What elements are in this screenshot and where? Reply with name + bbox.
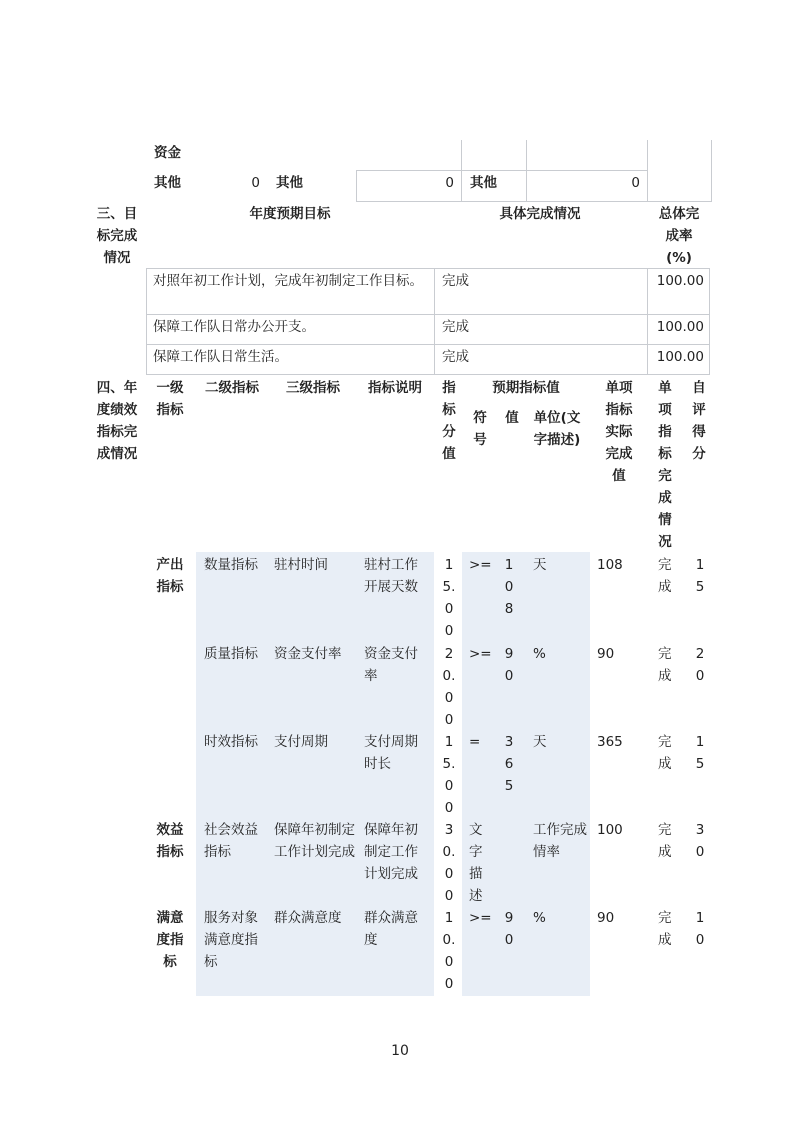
goal-row-3: 保障工作队日常生活。: [153, 349, 288, 365]
row5-symbol: >=: [469, 910, 492, 926]
section3-header-rate: 总体完成率(%): [658, 206, 700, 266]
row1-actual: 108: [597, 557, 623, 573]
grid-line: [647, 140, 648, 202]
goal-row-2: 保障工作队日常办公开支。: [153, 319, 315, 335]
status-row-1: 完成: [442, 273, 469, 289]
header-value: 值: [505, 410, 519, 426]
page-number: 10: [391, 1043, 409, 1059]
other-label-3: 其他: [470, 175, 497, 191]
row3-level3: 支付周期: [274, 734, 328, 750]
header-result: 单项指标完成情况: [658, 380, 672, 550]
row3-value: 365: [504, 734, 514, 794]
row2-desc: 资金支付率: [364, 646, 418, 684]
header-unit: 单位(文字描述): [533, 410, 581, 448]
grid-line: [146, 268, 710, 269]
header-level1: 一级指标: [156, 380, 184, 418]
header-desc: 指标说明: [368, 380, 422, 396]
section4-title: 四、年度绩效指标完成情况: [96, 380, 138, 462]
grid-line: [356, 201, 712, 202]
row3-unit: 天: [533, 734, 547, 750]
grid-line: [356, 170, 357, 202]
row1-symbol: >=: [469, 557, 492, 573]
rate-row-1: 100.00: [656, 273, 704, 289]
grid-line: [146, 268, 147, 375]
status-row-2: 完成: [442, 319, 469, 335]
row3-desc: 支付周期时长: [364, 734, 418, 772]
row2-level3: 资金支付率: [274, 646, 342, 662]
row5-actual: 90: [597, 910, 615, 926]
row5-unit: %: [533, 910, 546, 926]
header-self: 自评得分: [692, 380, 706, 462]
status-row-3: 完成: [442, 349, 469, 365]
row3-self: 15: [695, 734, 705, 772]
row5-value: 90: [504, 910, 514, 948]
grid-line: [711, 140, 712, 202]
row4-level3: 保障年初制定工作计划完成: [274, 822, 355, 860]
row1-desc: 驻村工作开展天数: [364, 557, 418, 595]
row2-score: 20.00: [442, 646, 456, 728]
row1-result: 完成: [658, 557, 672, 595]
row3-level2: 时效指标: [204, 734, 258, 750]
row2-result: 完成: [658, 646, 672, 684]
header-level3: 三级指标: [286, 380, 340, 396]
header-score: 指标分值: [442, 380, 456, 462]
row4-desc: 保障年初制定工作计划完成: [364, 822, 418, 882]
grid-line: [146, 344, 710, 345]
row2-value: 90: [504, 646, 514, 684]
section3-header-status: 具体完成情况: [499, 206, 581, 222]
header-level2: 二级指标: [205, 380, 259, 396]
group-output: 产出指标: [156, 557, 184, 595]
row2-self: 20: [695, 646, 705, 684]
row5-level3: 群众满意度: [274, 910, 342, 926]
header-expected: 预期指标值: [492, 380, 560, 396]
row5-score: 10.00: [442, 910, 456, 992]
row3-symbol: =: [469, 734, 481, 750]
grid-line: [146, 374, 710, 375]
section3-title: 三、目标完成情况: [96, 206, 138, 266]
row5-self: 10: [695, 910, 705, 948]
section3-header-goal: 年度预期目标: [249, 206, 331, 222]
row4-unit: 工作完成情率: [533, 822, 587, 860]
goal-row-1: 对照年初工作计划，完成年初制定工作目标。: [153, 273, 423, 289]
row2-level2: 质量指标: [204, 646, 258, 662]
row3-result: 完成: [658, 734, 672, 772]
row1-level2: 数量指标: [204, 557, 258, 573]
row2-symbol: >=: [469, 646, 492, 662]
row2-unit: %: [533, 646, 546, 662]
other-value-1: 0: [251, 175, 260, 191]
row1-self: 15: [695, 557, 705, 595]
row4-result: 完成: [658, 822, 672, 860]
row1-score: 15.00: [442, 557, 456, 639]
row3-score: 15.00: [442, 734, 456, 816]
group-satisfaction: 满意度指标: [156, 910, 184, 970]
other-value-2: 0: [445, 175, 454, 191]
header-actual: 单项指标实际完成值: [605, 380, 633, 484]
grid-line: [461, 140, 462, 202]
row4-score: 30.00: [442, 822, 456, 904]
grid-line: [709, 268, 710, 375]
row4-self: 30: [695, 822, 705, 860]
row4-actual: 100: [597, 822, 623, 838]
other-label-2: 其他: [276, 175, 303, 191]
fund-label: 资金: [154, 145, 181, 161]
row2-actual: 90: [597, 646, 615, 662]
rate-row-3: 100.00: [656, 349, 704, 365]
group-benefit: 效益指标: [156, 822, 184, 860]
other-value-3: 0: [631, 175, 640, 191]
other-label-1: 其他: [154, 175, 181, 191]
row5-desc: 群众满意度: [364, 910, 418, 948]
row5-result: 完成: [658, 910, 672, 948]
row1-level3: 驻村时间: [274, 557, 328, 573]
row5-level2: 服务对象满意度指标: [204, 910, 258, 970]
row3-actual: 365: [597, 734, 623, 750]
grid-line: [526, 140, 527, 202]
shade-expected-columns: [462, 552, 590, 996]
row1-unit: 天: [533, 557, 547, 573]
grid-line: [356, 170, 647, 171]
grid-line: [434, 268, 435, 375]
row1-value: 108: [504, 557, 514, 617]
rate-row-2: 100.00: [656, 319, 704, 335]
grid-line: [146, 314, 710, 315]
row4-symbol: 文字描述: [469, 822, 483, 904]
row4-level2: 社会效益指标: [204, 822, 258, 860]
header-symbol: 符号: [473, 410, 487, 448]
